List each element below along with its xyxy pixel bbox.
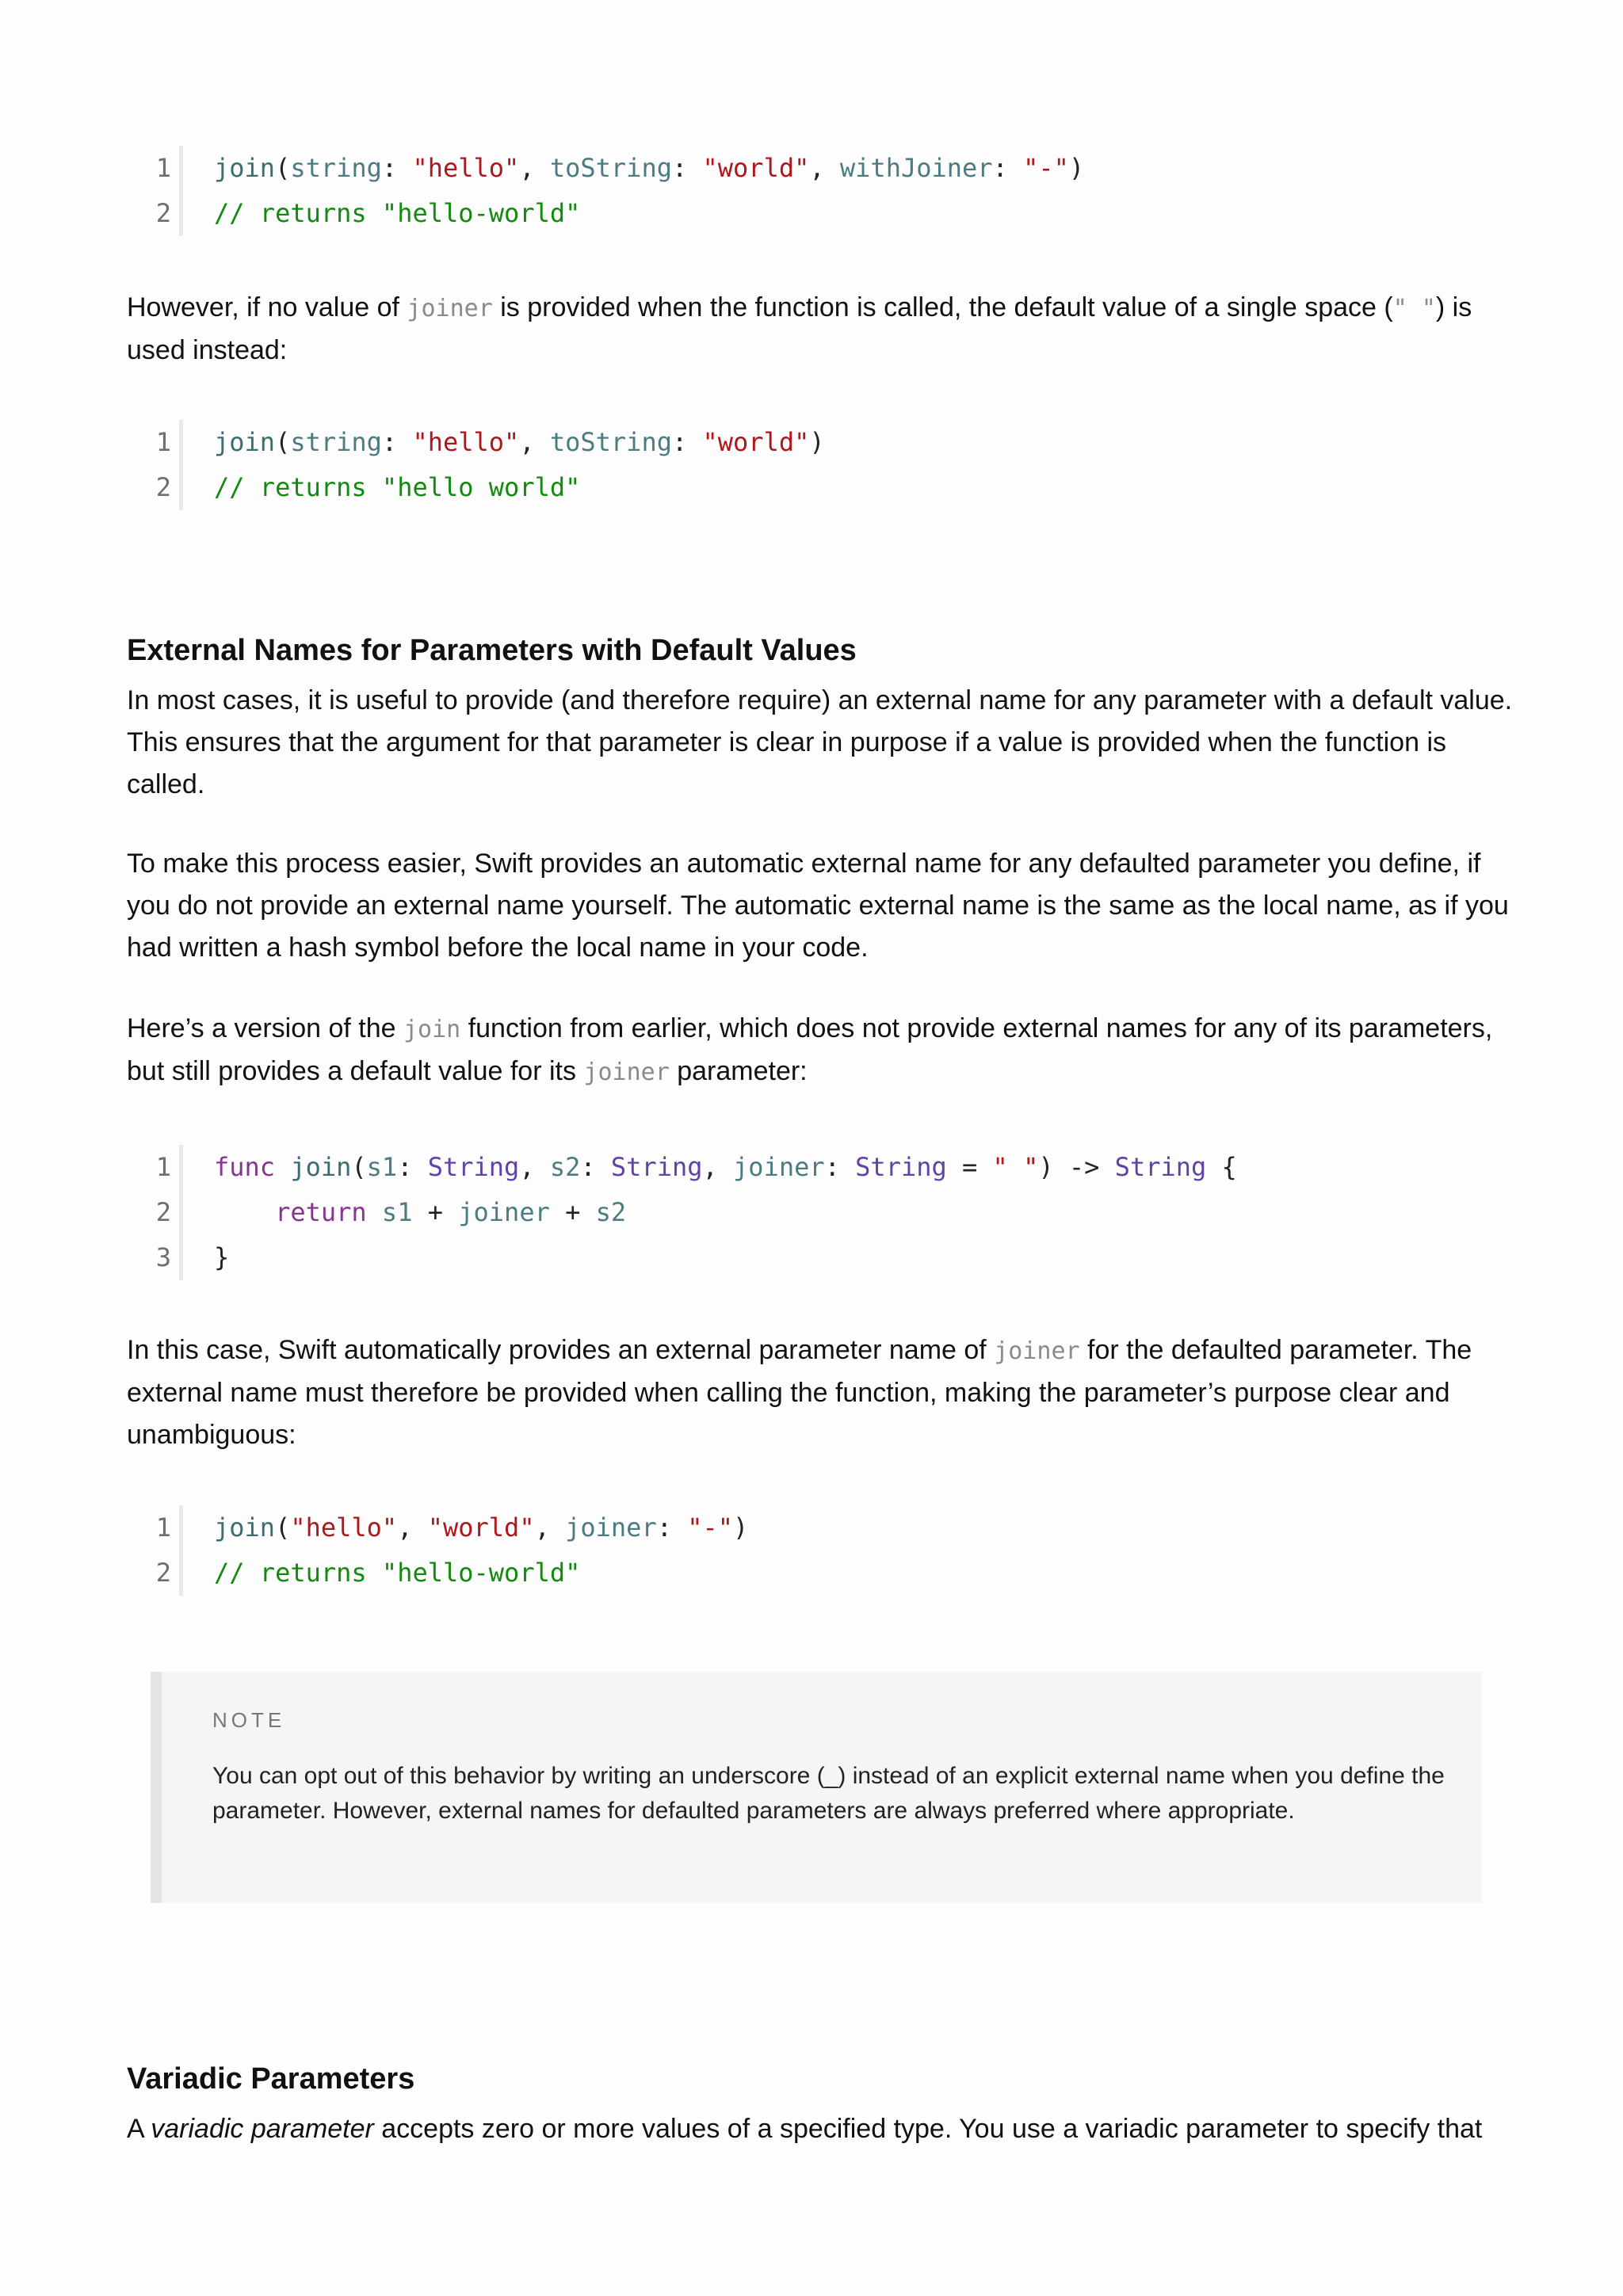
line-number: 1 (155, 1152, 171, 1182)
code-token: s1 (381, 1197, 413, 1227)
code-token: join (214, 153, 276, 183)
text: However, if no value of (127, 292, 407, 322)
code-token: // returns "hello-world" (214, 1558, 581, 1588)
code-token: = (946, 1152, 993, 1182)
code-token: join (214, 427, 276, 457)
line-number: 1 (155, 427, 171, 457)
paragraph-join-version (127, 1008, 1522, 1093)
code-token: ( (275, 427, 291, 457)
code-token: string (290, 427, 382, 457)
code-token: "world" (702, 427, 810, 457)
code-token: { (1206, 1152, 1237, 1182)
code-token: return (275, 1197, 382, 1227)
code-token: ) (733, 1512, 749, 1543)
code-token: toString (549, 427, 672, 457)
paragraph-this-case (127, 1329, 1522, 1456)
code-token: "hello" (290, 1512, 398, 1543)
code-text (214, 1507, 748, 1548)
text: accepts zero or more values of a specified type. You use a variadic parameter to specify that (373, 2114, 1483, 2144)
code-token: String (610, 1152, 703, 1182)
paragraph-automatic-external-name: To make this process easier, Swift provides an automatic external name for any defaulted parameter you define, if you do not provide an external name yourself. The automatic external name is the same as the local name, as if you had written a hash symbol before the local name in your code. (127, 849, 1509, 963)
code-text (214, 421, 825, 463)
line-gutter (127, 146, 183, 191)
note-label: NOTE (212, 1708, 286, 1732)
line-number: 3 (155, 1242, 171, 1272)
text: parameter: (669, 1056, 808, 1086)
code-text (214, 1146, 1237, 1188)
code-token: , (702, 1152, 734, 1182)
line-gutter (127, 1190, 183, 1235)
code-token: joiner (458, 1197, 550, 1227)
code-token: : (397, 1152, 428, 1182)
code-token: , (809, 153, 840, 183)
paragraph-default-joiner (127, 287, 1522, 372)
note-text: You can opt out of this behavior by writing an underscore (_) instead of an explicit external name when you define the parameter. However, external names for defaulted parameters are always preferred where appropriate. (212, 1763, 1445, 1824)
line-gutter (127, 420, 183, 465)
code-token: s2 (549, 1152, 581, 1182)
text: ) is used instead: (127, 292, 1472, 365)
line-gutter (127, 1235, 183, 1280)
text: is provided when the function is called, the default value of a single space ( (492, 292, 1393, 322)
code-token: , (534, 1512, 566, 1543)
line-gutter (127, 1145, 183, 1190)
text: A (127, 2114, 151, 2144)
code-token: ) -> (1038, 1152, 1115, 1182)
line-number: 1 (155, 1512, 171, 1543)
code-token: , (519, 427, 550, 457)
code-token: join (214, 1512, 276, 1543)
code-token: s1 (366, 1152, 398, 1182)
code-token: : (824, 1152, 856, 1182)
line-gutter (127, 1505, 183, 1550)
note-box (151, 1672, 1482, 1903)
inline-code-joiner: joiner (407, 295, 493, 322)
line-number: 2 (155, 1558, 171, 1588)
code-token: s2 (595, 1197, 627, 1227)
code-text (214, 467, 580, 508)
code-token: joiner (733, 1152, 825, 1182)
code-token: : (671, 153, 703, 183)
code-token: : (671, 427, 703, 457)
paragraph-variadic (127, 2108, 1522, 2150)
code-token: : (381, 153, 413, 183)
code-token: "world" (427, 1512, 535, 1543)
code-token: String (1114, 1152, 1207, 1182)
code-token: "hello" (412, 153, 520, 183)
code-token: : (580, 1152, 611, 1182)
emphasis-variadic-parameter: variadic parameter (151, 2114, 374, 2144)
line-gutter (127, 191, 183, 236)
line-number: 2 (155, 472, 171, 502)
text: Here’s a version of the (127, 1013, 403, 1043)
code-token: + (549, 1197, 596, 1227)
code-text (214, 1552, 580, 1593)
inline-code-space: " " (1392, 295, 1436, 322)
line-number: 1 (155, 153, 171, 183)
code-token: join (290, 1152, 352, 1182)
code-token: ( (351, 1152, 367, 1182)
code-text (214, 1237, 229, 1278)
heading-external-names: External Names for Parameters with Default Values (127, 634, 857, 667)
line-number: 2 (155, 198, 171, 228)
code-token: ) (809, 427, 825, 457)
code-token: + (412, 1197, 459, 1227)
code-token: ( (275, 153, 291, 183)
code-token: , (397, 1512, 428, 1543)
line-gutter (127, 465, 183, 510)
code-token: "-" (1023, 153, 1069, 183)
text: In this case, Swift automatically provides an external parameter name of (127, 1335, 995, 1365)
code-token: func (214, 1152, 291, 1182)
text: function from earlier, which does not provide external names for any of its parameters, but still provides a default value for its (127, 1013, 1493, 1086)
paragraph-external-names: In most cases, it is useful to provide (and therefore require) an external name for any parameter with a default value. This ensures that the argument for that parameter is clear in purpose if a value is provided when the function is called. (127, 685, 1513, 799)
code-token: } (214, 1242, 230, 1272)
code-token: ) (1068, 153, 1085, 183)
code-token: : (992, 153, 1024, 183)
code-token: String (855, 1152, 947, 1182)
code-token: : (656, 1512, 688, 1543)
code-token: ( (275, 1512, 291, 1543)
code-text (214, 147, 1084, 189)
code-token: , (519, 153, 550, 183)
code-token: withJoiner (839, 153, 993, 183)
code-token: joiner (565, 1512, 657, 1543)
line-number: 2 (155, 1197, 171, 1227)
text: for the defaulted parameter. The external name must therefore be provided when calling the function, making the parameter’s purpose clear and unambiguous: (127, 1335, 1472, 1450)
inline-code-joiner: joiner (583, 1058, 670, 1086)
code-token: toString (549, 153, 672, 183)
code-token: : (381, 427, 413, 457)
code-token (214, 1197, 275, 1227)
code-token: "hello" (412, 427, 520, 457)
code-token: // returns "hello-world" (214, 198, 581, 228)
code-text (214, 193, 580, 234)
code-text (214, 1192, 626, 1233)
code-token: , (519, 1152, 550, 1182)
code-token: "world" (702, 153, 810, 183)
inline-code-join: join (403, 1016, 461, 1043)
code-token: // returns "hello world" (214, 472, 581, 502)
heading-variadic-parameters: Variadic Parameters (127, 2062, 415, 2096)
code-token: " " (992, 1152, 1039, 1182)
inline-code-joiner: joiner (994, 1337, 1080, 1365)
line-gutter (127, 1550, 183, 1596)
code-token: string (290, 153, 382, 183)
code-token: "-" (687, 1512, 734, 1543)
code-token: String (427, 1152, 520, 1182)
